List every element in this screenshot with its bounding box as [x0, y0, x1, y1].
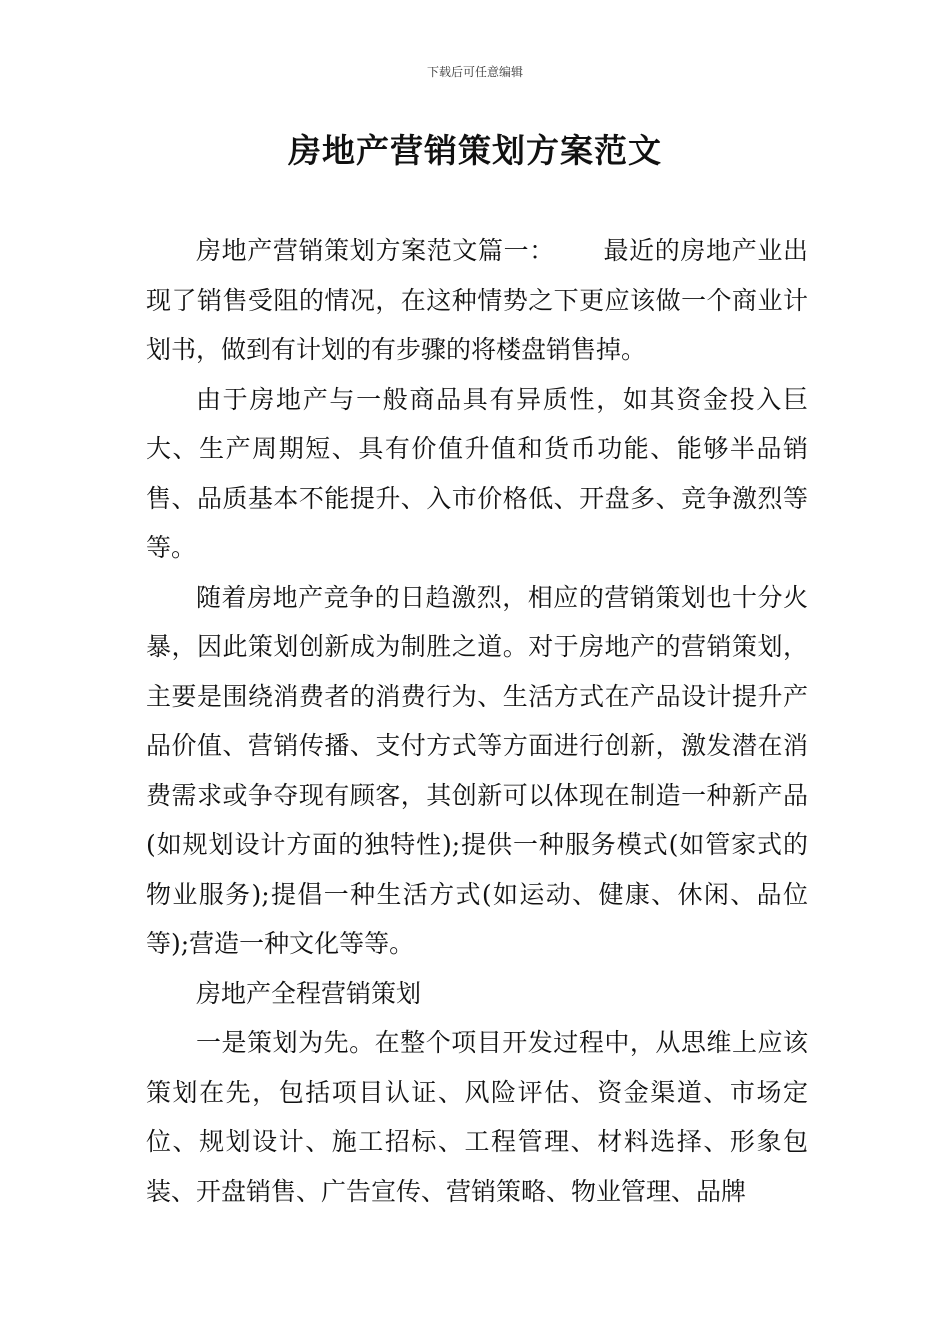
document-title: 房地产营销策划方案范文 — [288, 131, 662, 170]
paragraph-heterogeneity: 由于房地产与一般商品具有异质性，如其资金投入巨大、生产周期短、具有价值升值和货币功能、能够半品销售、品质基本不能提升、入市价格低、开盘多、竞争激烈等等。 — [146, 384, 808, 562]
intro-text: 最近的房地产业出现了销售受阻的情况，在这种情势之下更应该做一个商业计划书，做到有计划的有步骤的将楼盘销售掉。 — [146, 236, 808, 364]
document-body — [146, 226, 808, 1216]
intro-label: 房地产营销策划方案范文篇一： — [196, 236, 555, 265]
paragraph-planning-first: 一是策划为先。在整个项目开发过程中，从思维上应该策划在先，包括项目认证、风险评估、资金渠道、市场定位、规划设计、施工招标、工程管理、材料选择、形象包装、开盘销售、广告宣传、营销策略、物业管理、品牌 — [146, 1028, 808, 1206]
section-heading-full-process: 房地产全程营销策划 — [196, 978, 422, 1008]
intro-paragraph — [146, 226, 808, 375]
paragraph-innovation: 随着房地产竞争的日趋激烈，相应的营销策划也十分火暴，因此策划创新成为制胜之道。对于房地产的营销策划，主要是围绕消费者的消费行为、生活方式在产品设计提升产品价值、营销传播、支付方式等方面进行创新，激发潜在消费需求或争夺现有顾客，其创新可以体现在制造一种新产品(如规划设计方面的独特性);提供一种服务模式(如管家式的物业服务);提倡一种生活方式(如运动、健康、休闲、品位等);营造一种文化等等。 — [146, 582, 808, 958]
header-note: 下载后可任意编辑 — [426, 65, 523, 79]
